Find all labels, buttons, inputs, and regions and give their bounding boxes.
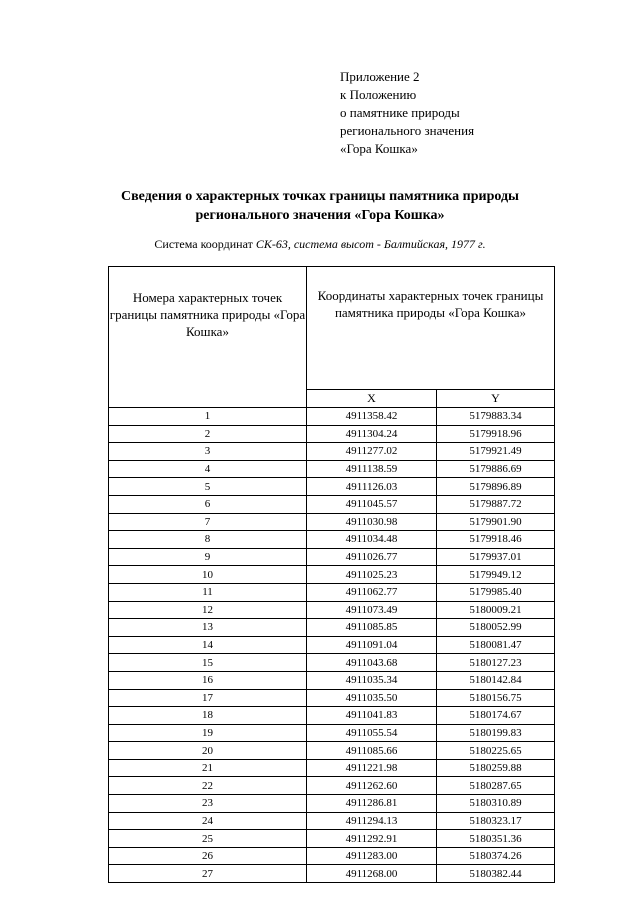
point-number-cell: 16 [109,671,307,689]
point-number-cell: 9 [109,548,307,566]
table-row [109,795,555,813]
point-number-header: Номера характерных точек границы памятника природы «Гора Кошка» [109,267,307,408]
x-coordinate-cell: 4911091.04 [307,636,437,654]
table-row [109,408,555,426]
point-number-cell: 15 [109,654,307,672]
table-row [109,865,555,883]
x-coordinate-cell: 4911055.54 [307,724,437,742]
x-coordinate-cell: 4911292.91 [307,830,437,848]
y-coordinate-cell: 5179918.46 [437,531,555,549]
y-coordinate-cell: 5180199.83 [437,724,555,742]
appendix-line: «Гора Кошка» [340,141,418,156]
appendix-note [340,68,474,158]
x-coordinate-cell: 4911294.13 [307,812,437,830]
title-line: регионального значения «Гора Кошка» [195,208,445,223]
x-coordinate-cell: 4911045.57 [307,495,437,513]
x-coordinate-cell: 4911138.59 [307,460,437,478]
point-number-cell: 27 [109,865,307,883]
y-coordinate-cell: 5179985.40 [437,583,555,601]
x-coordinate-cell: 4911268.00 [307,865,437,883]
point-number-cell: 23 [109,795,307,813]
x-coordinate-cell: 4911304.24 [307,425,437,443]
y-coordinate-cell: 5180310.89 [437,795,555,813]
point-number-cell: 2 [109,425,307,443]
y-coordinate-cell: 5180081.47 [437,636,555,654]
coordinates-header: Координаты характерных точек границы памятника природы «Гора Кошка» [307,267,555,390]
x-coordinate-cell: 4911262.60 [307,777,437,795]
x-coordinate-cell: 4911283.00 [307,847,437,865]
y-coordinate-cell: 5180351.36 [437,830,555,848]
y-header: Y [437,390,555,408]
table-row [109,513,555,531]
table-row [109,425,555,443]
subtitle-italic: СК-63, система высот - Балтийская, 1977 г. [255,237,486,251]
point-number-cell: 19 [109,724,307,742]
y-coordinate-cell: 5180374.26 [437,847,555,865]
x-coordinate-cell: 4911358.42 [307,408,437,426]
table-row [109,847,555,865]
x-coordinate-cell: 4911025.23 [307,566,437,584]
point-number-cell: 21 [109,759,307,777]
y-coordinate-cell: 5179883.34 [437,408,555,426]
appendix-line: регионального значения [340,123,475,138]
x-coordinate-cell: 4911062.77 [307,583,437,601]
point-number-cell: 4 [109,460,307,478]
table-row [109,460,555,478]
table-row [109,566,555,584]
appendix-line: Приложение 2 [340,69,420,84]
table-row [109,654,555,672]
y-coordinate-cell: 5180259.88 [437,759,555,777]
y-coordinate-cell: 5180142.84 [437,671,555,689]
x-coordinate-cell: 4911034.48 [307,531,437,549]
x-coordinate-cell: 4911221.98 [307,759,437,777]
table-row [109,601,555,619]
point-number-cell: 24 [109,812,307,830]
table-row [109,636,555,654]
y-coordinate-cell: 5180127.23 [437,654,555,672]
x-coordinate-cell: 4911026.77 [307,548,437,566]
y-coordinate-cell: 5180174.67 [437,707,555,725]
table-row [109,742,555,760]
point-number-cell: 5 [109,478,307,496]
point-number-cell: 3 [109,443,307,461]
table-row [109,495,555,513]
point-number-cell: 25 [109,830,307,848]
table-row [109,830,555,848]
table-row [109,724,555,742]
y-coordinate-cell: 5180323.17 [437,812,555,830]
table-row [109,777,555,795]
x-coordinate-cell: 4911286.81 [307,795,437,813]
point-number-cell: 17 [109,689,307,707]
x-coordinate-cell: 4911035.50 [307,689,437,707]
point-number-cell: 10 [109,566,307,584]
x-coordinate-cell: 4911277.02 [307,443,437,461]
y-coordinate-cell: 5179887.72 [437,495,555,513]
point-number-cell: 12 [109,601,307,619]
table-row [109,671,555,689]
y-coordinate-cell: 5179949.12 [437,566,555,584]
table-row [109,443,555,461]
x-coordinate-cell: 4911030.98 [307,513,437,531]
x-coordinate-cell: 4911085.66 [307,742,437,760]
y-coordinate-cell: 5179886.69 [437,460,555,478]
y-coordinate-cell: 5179896.89 [437,478,555,496]
y-coordinate-cell: 5180287.65 [437,777,555,795]
y-coordinate-cell: 5180009.21 [437,601,555,619]
x-coordinate-cell: 4911035.34 [307,671,437,689]
y-coordinate-cell: 5179901.90 [437,513,555,531]
table-row [109,689,555,707]
x-coordinate-cell: 4911043.68 [307,654,437,672]
point-number-cell: 20 [109,742,307,760]
y-coordinate-cell: 5180156.75 [437,689,555,707]
table-row [109,478,555,496]
y-coordinate-cell: 5180225.65 [437,742,555,760]
y-coordinate-cell: 5179918.96 [437,425,555,443]
appendix-line: о памятнике природы [340,105,460,120]
point-number-cell: 1 [109,408,307,426]
subtitle-prefix: Система координат [154,237,256,251]
table-row [109,548,555,566]
point-number-cell: 18 [109,707,307,725]
point-number-cell: 7 [109,513,307,531]
point-number-cell: 14 [109,636,307,654]
y-coordinate-cell: 5180382.44 [437,865,555,883]
x-coordinate-cell: 4911041.83 [307,707,437,725]
coordinates-table [108,266,555,883]
point-number-cell: 22 [109,777,307,795]
point-number-cell: 6 [109,495,307,513]
table-row [109,707,555,725]
coordinate-system-note [0,236,640,252]
document-title [0,187,640,225]
table-row [109,759,555,777]
y-coordinate-cell: 5179921.49 [437,443,555,461]
x-header: X [307,390,437,408]
title-line: Сведения о характерных точках границы памятника природы [121,189,519,204]
table-body [109,408,555,883]
table-row [109,619,555,637]
point-number-cell: 13 [109,619,307,637]
x-coordinate-cell: 4911085.85 [307,619,437,637]
appendix-line: к Положению [340,87,417,102]
table-row [109,583,555,601]
y-coordinate-cell: 5180052.99 [437,619,555,637]
point-number-cell: 26 [109,847,307,865]
point-number-cell: 11 [109,583,307,601]
x-coordinate-cell: 4911126.03 [307,478,437,496]
table-row [109,812,555,830]
x-coordinate-cell: 4911073.49 [307,601,437,619]
table-row [109,531,555,549]
point-number-cell: 8 [109,531,307,549]
y-coordinate-cell: 5179937.01 [437,548,555,566]
